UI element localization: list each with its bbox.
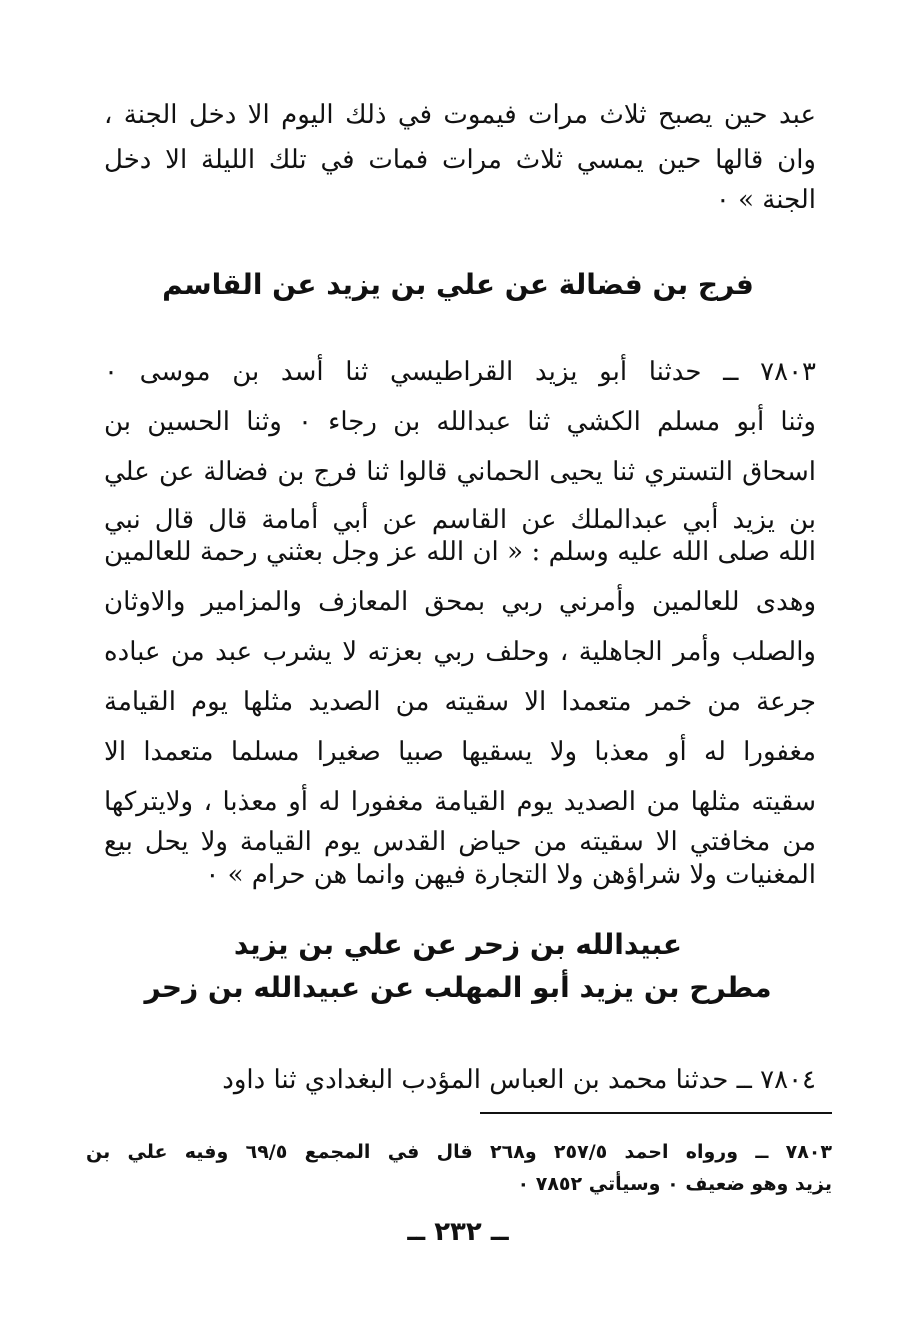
text-line: بن يزيد أبي عبدالملك عن القاسم عن أبي أمامة قال قال نبي bbox=[104, 505, 816, 535]
text-line: عبد حين يصبح ثلاث مرات فيموت في ذلك اليوم الا دخل الجنة ، bbox=[104, 100, 816, 130]
text-line: وان قالها حين يمسي ثلاث مرات فمات في تلك الليلة الا دخل bbox=[104, 145, 816, 175]
text-line: وثنا أبو مسلم الكشي ثنا عبدالله بن رجاء ٠ وثنا الحسين بن bbox=[104, 407, 816, 437]
footnote-divider bbox=[480, 1112, 832, 1114]
text-line: اسحاق التستري ثنا يحيى الحماني قالوا ثنا فرج بن فضالة عن علي bbox=[104, 457, 816, 487]
text-line: سقيته مثلها من الصديد يوم القيامة مغفورا له أو معذبا ، ولايتركها bbox=[104, 787, 816, 817]
text-line: جرعة من خمر متعمدا الا سقيته من الصديد مثلها يوم القيامة bbox=[104, 687, 816, 717]
section-heading: مطرح بن يزيد أبو المهلب عن عبيدالله بن زحر bbox=[144, 971, 772, 1004]
text-line: ٧٨٠٣ ــ حدثنا أبو يزيد القراطيسي ثنا أسد بن موسى ٠ bbox=[104, 357, 816, 387]
footnote-line: ٧٨٠٣ ــ ورواه احمد ٢٥٧/٥ و٢٦٨ قال في المجمع ٦٩/٥ وفيه علي بن bbox=[86, 1141, 832, 1163]
text-line: وهدى للعالمين وأمرني ربي بمحق المعازف والمزامير والاوثان bbox=[104, 587, 816, 617]
section-heading: عبيدالله بن زحر عن علي بن يزيد bbox=[233, 928, 683, 961]
footnote-line: يزيد وهو ضعيف ٠ وسيأتي ٧٨٥٢ ٠ bbox=[517, 1173, 832, 1195]
page-number: ــ ٢٣٢ ــ bbox=[407, 1217, 509, 1247]
text-line: والصلب وأمر الجاهلية ، وحلف ربي بعزته لا يشرب عبد من عباده bbox=[104, 637, 816, 667]
section-heading: فرج بن فضالة عن علي بن يزيد عن القاسم bbox=[162, 268, 754, 301]
text-line: المغنيات ولا شراؤهن ولا التجارة فيهن وانما هن حرام » ٠ bbox=[205, 860, 816, 890]
text-line: الجنة » ٠ bbox=[715, 185, 816, 215]
hadith-7804-start: ٧٨٠٤ ــ حدثنا محمد بن العباس المؤدب البغدادي ثنا داود bbox=[222, 1065, 816, 1095]
text-line: الله صلى الله عليه وسلم : « ان الله عز وجل بعثني رحمة للعالمين bbox=[104, 537, 816, 567]
text-line: من مخافتي الا سقيته من حياض القدس يوم القيامة ولا يحل بيع bbox=[104, 827, 816, 857]
text-line: مغفورا له أو معذبا ولا يسقيها صبيا صغيرا مسلما متعمدا الا bbox=[104, 737, 816, 767]
